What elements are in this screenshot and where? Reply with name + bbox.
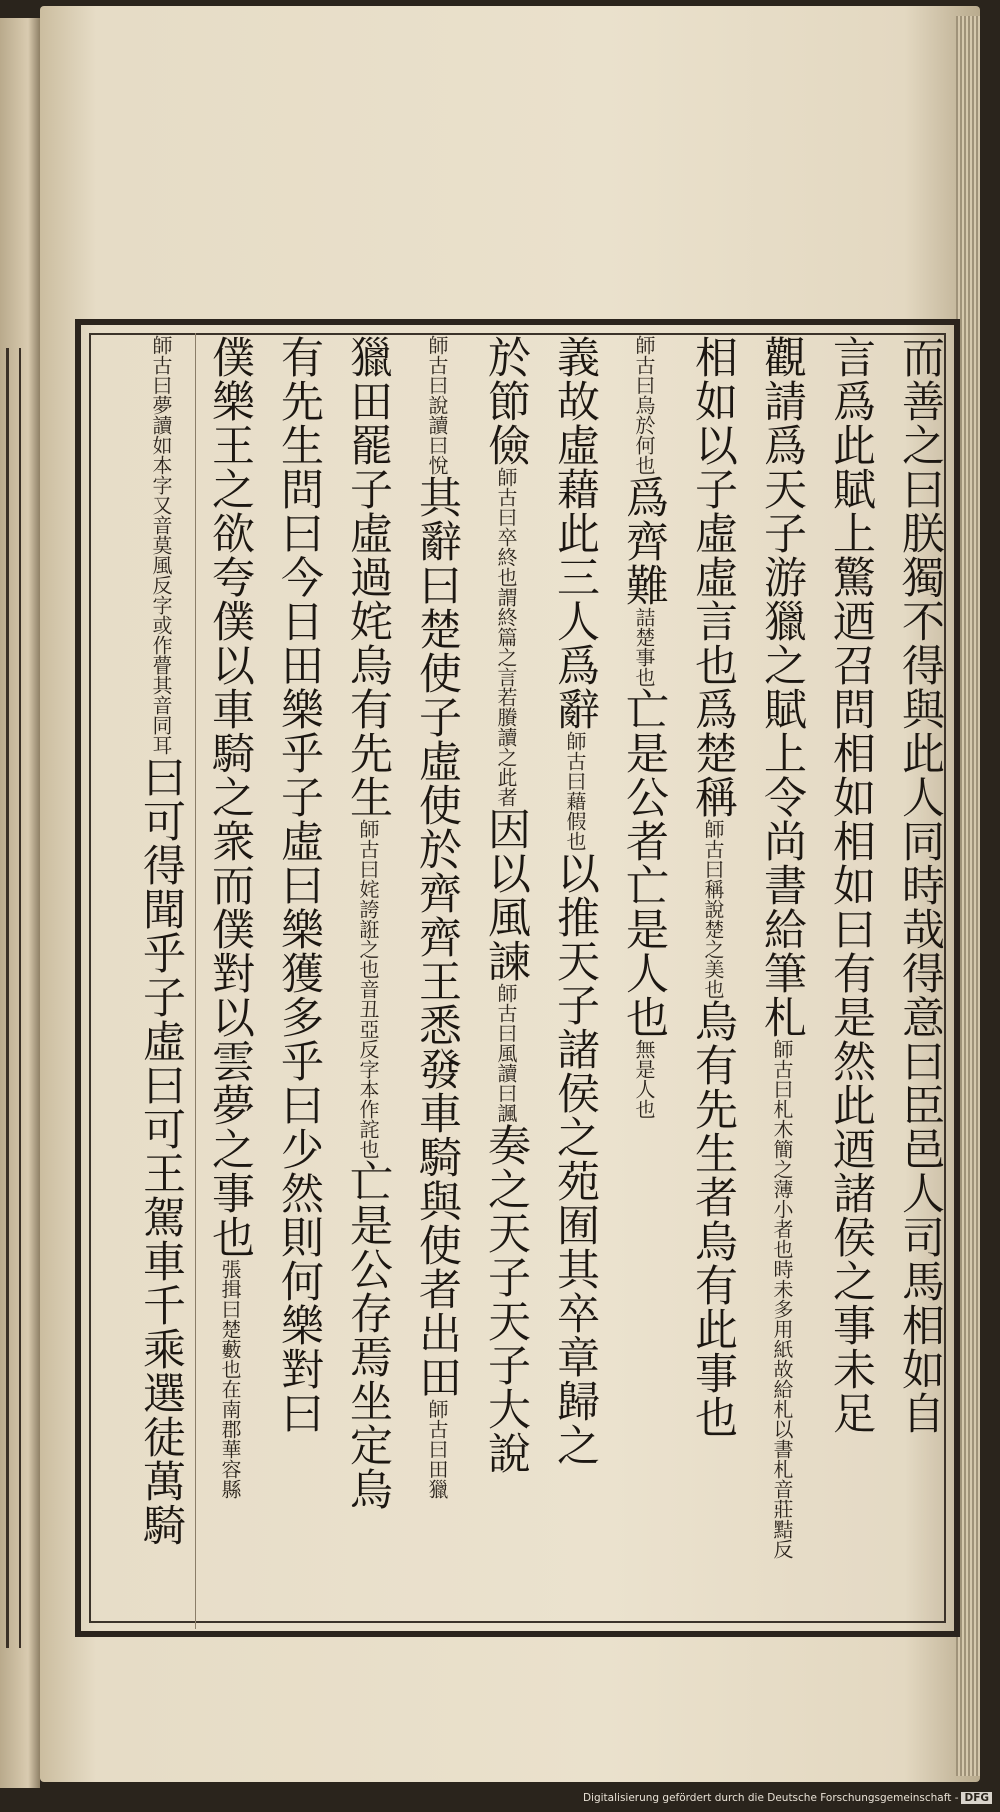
text-column-2 bbox=[818, 335, 884, 1625]
text-column-3 bbox=[749, 335, 815, 1625]
main-text: 其辭曰楚使子虛使於齊齊王悉發車騎與使者出田 bbox=[412, 475, 462, 1399]
commentary-note: 師古曰藉假也 bbox=[563, 731, 587, 851]
text-column-10 bbox=[266, 335, 332, 1625]
text-column-5 bbox=[611, 335, 677, 1625]
main-text: 於節儉 bbox=[481, 335, 531, 467]
text-column-4 bbox=[680, 335, 746, 1625]
text-column-7 bbox=[473, 335, 539, 1625]
main-text: 奏之天子天子大說 bbox=[481, 1123, 531, 1475]
text-column-11 bbox=[197, 335, 263, 1625]
text-column-12 bbox=[128, 335, 194, 1625]
main-text: 因以風諫 bbox=[481, 807, 531, 983]
text-column-1 bbox=[887, 335, 953, 1625]
main-text: 亡是公者亡是人也 bbox=[619, 687, 669, 1039]
facing-page-edge bbox=[0, 18, 40, 1788]
main-text: 曰可得聞乎子虛曰可王駕車千乘選徒萬騎 bbox=[136, 755, 186, 1547]
commentary-note: 師古曰夢讀如本字又音莫風反字或作瞢其音同耳 bbox=[149, 335, 173, 755]
text-column-8 bbox=[404, 335, 470, 1625]
text-frame bbox=[75, 319, 960, 1637]
digitization-credit bbox=[578, 1792, 992, 1808]
commentary-note: 師古曰稱說楚之美也 bbox=[701, 819, 725, 999]
commentary-note: 張揖曰楚藪也在南郡華容縣 bbox=[218, 1259, 242, 1499]
main-text: 言爲此賦上驚迺召問相如相如曰有是然此迺諸侯之事未足 bbox=[826, 335, 876, 1435]
main-text: 義故虛藉此三人爲辭 bbox=[550, 335, 600, 731]
commentary-note: 師古曰田獵 bbox=[425, 1399, 449, 1499]
main-text: 爲齊難 bbox=[619, 475, 669, 607]
commentary-note: 師古曰札木簡之薄小者也時未多用紙故給札以書札音莊黠反 bbox=[770, 1039, 794, 1559]
main-text: 相如以子虛虛言也爲楚稱 bbox=[688, 335, 738, 819]
credit-text: Digitalisierung gefördert durch die Deutsche Forschungsgemeinschaft - bbox=[582, 1792, 959, 1804]
main-text: 而善之曰朕獨不得與此人同時哉得意曰臣邑人司馬相如自 bbox=[895, 335, 945, 1435]
dfg-logo: DFG bbox=[961, 1792, 992, 1804]
commentary-note: 師古曰說讀曰悅 bbox=[425, 335, 449, 475]
main-text: 獵田罷子虛過姹烏有先生 bbox=[343, 335, 393, 819]
commentary-note: 師古曰姹誇誑之也音丑亞反字本作詫也 bbox=[356, 819, 380, 1159]
main-text: 亡是公存焉坐定烏 bbox=[343, 1159, 393, 1511]
commentary-note: 詰楚事也 bbox=[632, 607, 656, 687]
commentary-note: 師古曰風讀曰諷 bbox=[494, 983, 518, 1123]
facing-page-border bbox=[6, 348, 21, 1648]
commentary-note: 師古曰烏於何也 bbox=[632, 335, 656, 475]
main-text: 僕樂王之欲夸僕以車騎之衆而僕對以雲夢之事也 bbox=[205, 335, 255, 1259]
text-column-9 bbox=[335, 335, 401, 1625]
book-page bbox=[40, 6, 980, 1782]
commentary-note: 無是人也 bbox=[632, 1039, 656, 1119]
text-column-6 bbox=[542, 335, 608, 1625]
main-text: 觀請爲天子游獵之賦上令尚書給筆札 bbox=[757, 335, 807, 1039]
column-divider bbox=[195, 333, 196, 1629]
main-text: 有先生問曰今日田樂乎子虛曰樂獲多乎曰少然則何樂對曰 bbox=[274, 335, 324, 1435]
commentary-note: 師古曰卒終也謂終篇之言若賸讀之此者 bbox=[494, 467, 518, 807]
main-text: 烏有先生者烏有此事也 bbox=[688, 999, 738, 1439]
main-text: 以推天子諸侯之苑囿其卒章歸之 bbox=[550, 851, 600, 1467]
